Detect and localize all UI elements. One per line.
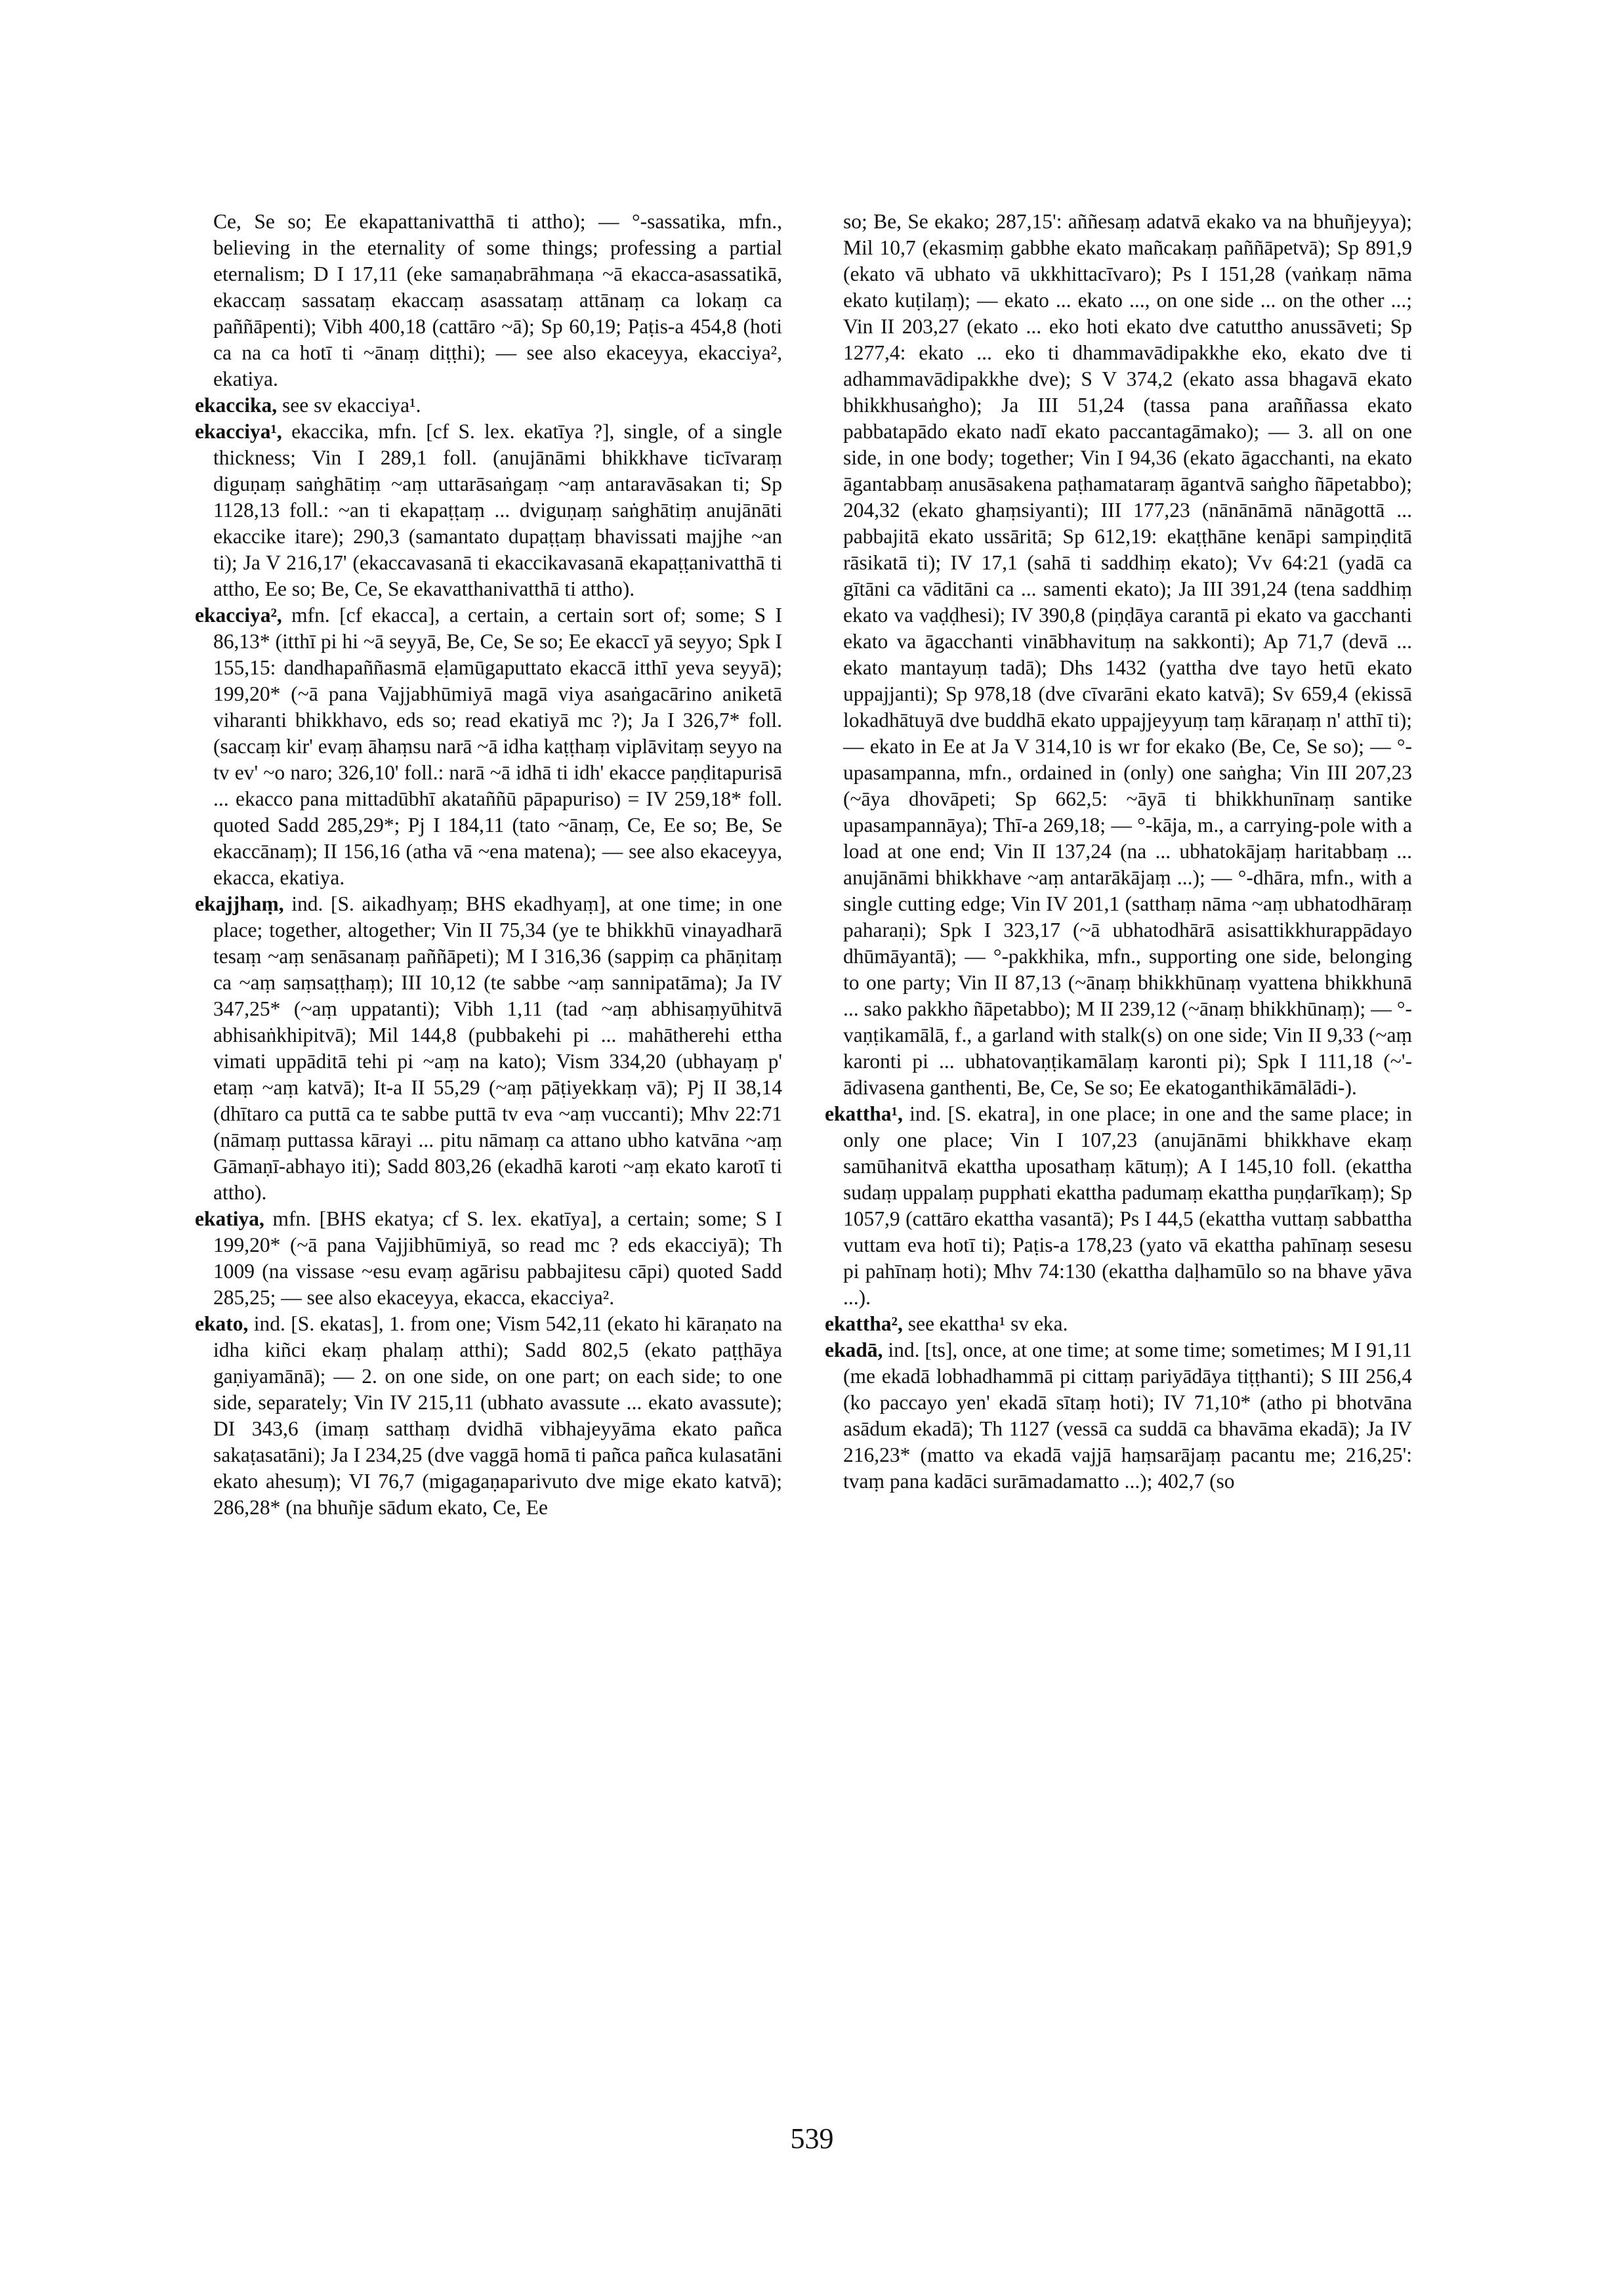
- entry-ekattha-2: [825, 1311, 1412, 1337]
- entry-ekacciya-1: [195, 419, 782, 602]
- right-column: [825, 209, 1412, 1495]
- entry-text: see ekattha¹ sv eka.: [907, 1312, 1068, 1335]
- entry-text: mfn. [cf ekacca], a certain, a certain sort of; some; S I 86,13* (itthī pi hi ~ā seyyā, Be, Ce, Se so; Ee ekaccī yā seyyo; Spk I 155,15: dandhapaññasmā eḷamūgaputtato ekaccā itthī yeva seyyā); 199,20* (~ā pana Vajjabhūmiyā magā viya asaṅgacārino aniketā viharanti bhikkhavo, eds so; read ekatiyā mc ?); Ja I 326,7* foll. (saccaṃ kir' evaṃ āhaṃsu narā ~ā idha kaṭṭhaṃ viplāvitaṃ seyyo na tv ev' ~o naro; 326,10' foll.: narā ~ā idhā ti idh' ekacce paṇḍitapurisā ... ekacco pana mittadūbhī akataññū pāpapuriso) = IV 259,18* foll. quoted Sadd 285,29*; Pj I 184,11 (tato ~ānaṃ, Ce, Ee so; Be, Se ekaccānaṃ); II 156,16 (atha vā ~ena matena); — see also ekaceyya, ekacca, ekatiya.: [213, 604, 782, 889]
- entry-ekatiya: [195, 1206, 782, 1311]
- entry-continuation: [825, 209, 1412, 1101]
- headword: ekacciya²,: [195, 604, 282, 627]
- entry-ekacciya-2: [195, 602, 782, 891]
- entry-ekada: [825, 1337, 1412, 1495]
- entry-ekaccika: [195, 392, 782, 419]
- headword: ekattha²,: [825, 1312, 903, 1335]
- left-column: [195, 209, 782, 1521]
- entry-ekajjham: [195, 891, 782, 1206]
- entry-text: mfn. [BHS ekatya; cf S. lex. ekatīya], a certain; some; S I 199,20* (~ā pana Vajjibhūmiyā, so read mc ? eds ekacciyā); Th 1009 (na vissase ~esu evaṃ agārisu pabbajitesu cāpi) quoted Sadd 285,25; — see also ekaceyya, ekacca, ekacciya².: [213, 1207, 783, 1309]
- headword: ekaccika,: [195, 394, 278, 417]
- entry-ekattha-1: [825, 1101, 1412, 1311]
- entry-ekato: [195, 1311, 782, 1521]
- headword: ekato,: [195, 1312, 249, 1335]
- entry-text: ekaccika, mfn. [cf S. lex. ekatīya ?], single, of a single thickness; Vin I 289,1 foll. (anujānāmi bhikkhave ticīvaraṃ diguṇaṃ saṅghātiṃ ~aṃ uttarāsaṅgaṃ ~aṃ antaravāsakan ti; Sp 1128,13 foll.: ~an ti ekapaṭṭaṃ ... dviguṇaṃ saṅghātiṃ anujānāti ekaccike itare); 290,3 (samantato dupaṭṭaṃ bhavissati majjhe ~an ti); Ja V 216,17' (ekaccavasanā ti ekaccikavasanā ekapaṭṭanivatthā ti attho, Ee so; Be, Ce, Se ekavatthanivatthā ti attho).: [213, 420, 782, 600]
- entry-text: ind. [ts], once, at one time; at some time; sometimes; M I 91,11 (me ekadā lobhadhammā pi cittaṃ pariyādāya tiṭṭhanti); S III 256,4 (ko paccayo yen' ekadā sītaṃ hoti); IV 71,10* (atho pi bhotvāna asādum ekadā); Th 1127 (vessā ca suddā ca bhavāma ekadā); Ja IV 216,23* (matto va ekadā vajjā haṃsarājaṃ pacantu me; 216,25': tvaṃ pana kadāci surāmadamatto ...); 402,7 (so: [843, 1338, 1413, 1493]
- entry-text: so; Be, Se ekako; 287,15': aññesaṃ adatvā ekako va na bhuñjeyya); Mil 10,7 (ekasmiṃ gabbhe ekato mañcakaṃ paññāpetvā); Sp 891,9 (ekato vā ubhato vā ukkhittacīvaro); Ps I 151,28 (vaṅkaṃ nāma ekato kuṭilaṃ); — ekato ... ekato ..., on one side ... on the other ...; Vin II 203,27 (ekato ... eko hoti ekato dve catuttho anussāveti; Sp 1277,4: ekato ... eko ti dhammavādipakkhe eko, ekato dve ti adhammavādipakkhe dve); S V 374,2 (ekato assa bhagavā ekato bhikkhusaṅgho); Ja III 51,24 (tassa pana araññassa ekato pabbatapādo ekato nadī ekato paccantagāmako); — 3. all on one side, in one body; together; Vin I 94,36 (ekato āgacchanti, na ekato āgantabbaṃ anusāsakena paṭhamataraṃ āgantvā saṅgho ñāpetabbo); 204,32 (ekato ghaṃsiyanti); III 177,23 (nānānāmā nānāgottā ... pabbajitā ekato ussāritā; Sp 612,19: ekaṭṭhāne kenāpi sampiṇḍitā rāsikatā ti); IV 17,1 (sahā ti saddhiṃ ekato); Vv 64:21 (yadā ca gītāni ca vāditāni ca ... samenti ekato); Ja III 391,24 (tena saddhiṃ ekato va vaḍḍhesi); IV 390,8 (piṇḍāya carantā pi ekato va gacchanti ekato va āgacchanti vinābhavituṃ na sakkonti); Ap 71,7 (devā ... ekato mantayuṃ tadā); Dhs 1432 (yattha dve tayo hetū ekato uppajjanti); Sp 978,18 (dve cīvarāni ekato katvā); Sv 659,4 (ekissā lokadhātuyā dve buddhā ekato uppajjeyyuṃ taṃ kāraṇaṃ n' atthī ti); — ekato in Ee at Ja V 314,10 is wr for ekako (Be, Ce, Se so); — °-upasampanna, mfn., ordained in (only) one saṅgha; Vin III 207,23 (~āya dhovāpeti; Sp 662,5: ~āyā ti bhikkhunīnaṃ santike upasampannāya); Thī-a 269,18; — °-kāja, m., a carrying-pole with a load at one end; Vin II 137,24 (na ... ubhatokājaṃ haritabbaṃ ... anujānāmi bhikkhave ~aṃ antarākājaṃ ...); — °-dhāra, mfn., with a single cutting edge; Vin IV 201,1 (satthaṃ nāma ~aṃ ubhatodhāraṃ paharaṇi); Spk I 323,17 (~ā ubhatodhārā asisattikkhurappādayo dhūmāyantā); — °-pakkhika, mfn., supporting one side, belonging to one party; Vin II 87,13 (~ānaṃ bhikkhūnaṃ vyattena bhikkhunā ... sako pakkho ñāpetabbo); M II 239,12 (~ānaṃ bhikkhūnaṃ); — °-vaṇṭikamālā, f., a garland with stalk(s) on one side; Vin II 9,33 (~aṃ karonti pi ... ubhatovaṇṭikamālaṃ karonti pi); Spk I 111,18 (~'-ādivasena ganthenti, Be, Ce, Se so; Ee ekatoganthikāmālādi-).: [843, 210, 1412, 1099]
- entry-text: ind. [S. ekatra], in one place; in one and the same place; in only one place; Vin I 107,23 (anujānāmi bhikkhave ekaṃ samūhanitvā ekattha uposathaṃ kātuṃ); A I 145,10 foll. (ekattha sudaṃ uppalaṃ pupphati ekattha padumaṃ ekattha puṇḍarīkaṃ); Sp 1057,9 (cattāro ekattha vasantā); Ps I 44,5 (ekattha vuttaṃ sabbattha vuttam eva hotī ti); Paṭis-a 178,23 (yato vā ekattha pahīnaṃ sesesu pi pahīnaṃ hoti); Mhv 74:130 (ekattha daḷhamūlo so na bhave yāva ...).: [843, 1102, 1413, 1309]
- entry-continuation: [195, 209, 782, 392]
- headword: ekatiya,: [195, 1207, 264, 1230]
- entry-text: see sv ekacciya¹.: [281, 394, 421, 417]
- entry-text: Ce, Se so; Ee ekapattanivatthā ti attho); — °-sassatika, mfn., believing in the eternality of some things; professing a partial eternalism; D I 17,11 (eke samaṇabrāhmaṇa ~ā ekacca-asassatikā, ekaccaṃ sassataṃ ekaccaṃ asassataṃ attānaṃ ca lokaṃ ca paññāpenti); Vibh 400,18 (cattāro ~ā); Sp 60,19; Paṭis-a 454,8 (hoti ca na ca hotī ti ~ānaṃ diṭṭhi); — see also ekaceyya, ekacciya², ekatiya.: [213, 210, 782, 390]
- headword: ekadā,: [825, 1338, 883, 1361]
- headword: ekacciya¹,: [195, 420, 282, 443]
- headword: ekattha¹,: [825, 1102, 903, 1125]
- entry-text: ind. [S. aikadhyaṃ; BHS ekadhyaṃ], at one time; in one place; together, altogether; Vin II 75,34 (ye te bhikkhū vinayadharā tesaṃ ~aṃ senāsanaṃ paññāpeti); M I 316,36 (sappiṃ ca phāṇitaṃ ca ~aṃ saṃsaṭṭhaṃ); III 10,12 (te sabbe ~aṃ sannipatāma); Ja IV 347,25* (~aṃ uppatanti); Vibh 1,11 (tad ~aṃ abhisaṃyūhitvā abhisaṅkhipitvā); Mil 144,8 (pubbakehi pi ... mahātherehi ettha vimati uppāditā tehi pi ~aṃ na kato); Vism 334,20 (ubhayaṃ p' etaṃ ~aṃ katvā); It-a II 55,29 (~aṃ pāṭiyekkaṃ vā); Pj II 38,14 (dhītaro ca puttā ca te sabbe puttā tv eva ~aṃ vuccanti); Mhv 22:71 (nāmaṃ puttassa kārayi ... pitu nāmaṃ ca attano ubho katvāna ~aṃ Gāmaṇī-abhayo iti); Sadd 803,26 (ekadhā karoti ~aṃ ekato karotī ti attho).: [213, 892, 782, 1204]
- entry-text: ind. [S. ekatas], 1. from one; Vism 542,11 (ekato hi kāraṇato na idha kiñci ekaṃ phalaṃ atthi); Sadd 802,5 (ekato paṭṭhāya gaṇiyamānā); — 2. on one side, on one part; on each side; to one side, separately; Vin IV 215,11 (ubhato avassute ... ekato avassute); DI 343,6 (imaṃ satthaṃ dvidhā vibhajeyyāma ekato pañca sakaṭasatāni); Ja I 234,25 (dve vaggā homā ti pañca pañca kulasatāni ekato ahesuṃ); VI 76,7 (migagaṇaparivuto dve mige ekato katvā); 286,28* (na bhuñje sādum ekato, Ce, Ee: [213, 1312, 783, 1519]
- headword: ekajjhaṃ,: [195, 892, 284, 915]
- page-number: 539: [790, 2122, 834, 2155]
